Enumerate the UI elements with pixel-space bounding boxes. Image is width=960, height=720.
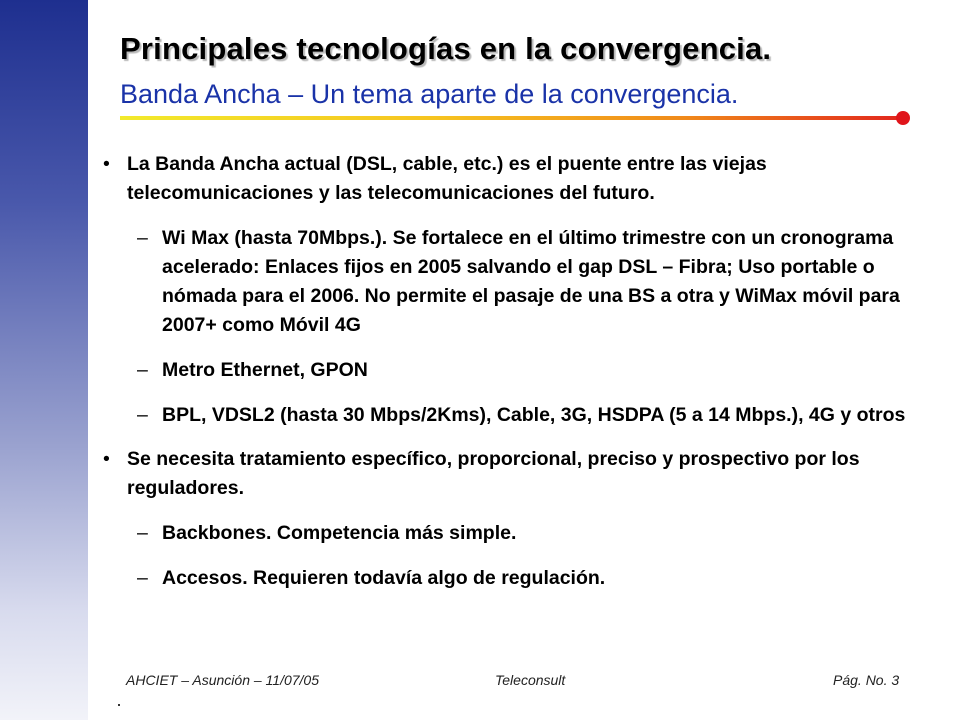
slide-subtitle: Banda Ancha – Un tema aparte de la convergencia. — [120, 79, 739, 109]
slide-title: Principales tecnologías en la convergencia. — [120, 31, 772, 66]
sub-item — [100, 519, 920, 548]
sub-text: Wi Max (hasta 70Mbps.). Se fortalece en el último trimestre con un cronograma acelerado: Enlaces fijos en 2005 salvando el gap DSL – Fibra; Uso portable o nómada para el 2006. No permite el pasaje de una BS a otra y WiMax móvil para 2007+ como Móvil 4G — [162, 227, 900, 336]
sub-text: Metro Ethernet, GPON — [162, 359, 368, 381]
sub-marker: – — [137, 227, 148, 249]
sub-item — [100, 224, 920, 340]
bullet-marker: • — [103, 153, 110, 175]
bullet-item — [100, 445, 920, 503]
sub-text: Accesos. Requieren todavía algo de regulación. — [162, 567, 606, 589]
sub-marker: – — [137, 404, 148, 426]
sub-text: BPL, VDSL2 (hasta 30 Mbps/2Kms), Cable, 3G, HSDPA (5 a 14 Mbps.), 4G y otros — [162, 404, 906, 426]
sub-item — [100, 356, 920, 385]
sub-item — [100, 564, 920, 593]
footer-page-number: Pág. No. 3 — [833, 672, 900, 688]
bullet-text: Se necesita tratamiento específico, proporcional, preciso y prospectivo por los reguladores. — [127, 448, 860, 499]
corner-dot — [118, 704, 120, 706]
sub-marker: – — [137, 567, 148, 589]
bullet-marker: • — [103, 448, 110, 470]
bullet-item — [100, 150, 920, 208]
side-gradient-band — [0, 0, 88, 720]
title-underline — [120, 116, 903, 120]
sub-marker: – — [137, 359, 148, 381]
sub-marker: – — [137, 522, 148, 544]
footer-event: AHCIET – Asunción – 11/07/05 — [126, 672, 319, 688]
slide-content — [100, 150, 920, 593]
footer-company: Teleconsult — [495, 672, 566, 688]
sub-item — [100, 401, 920, 430]
title-underline-dot — [896, 111, 910, 125]
bullet-text: La Banda Ancha actual (DSL, cable, etc.) es el puente entre las viejas telecomunicaciones y las telecomunicaciones del futuro. — [127, 153, 767, 204]
sub-text: Backbones. Competencia más simple. — [162, 522, 517, 544]
